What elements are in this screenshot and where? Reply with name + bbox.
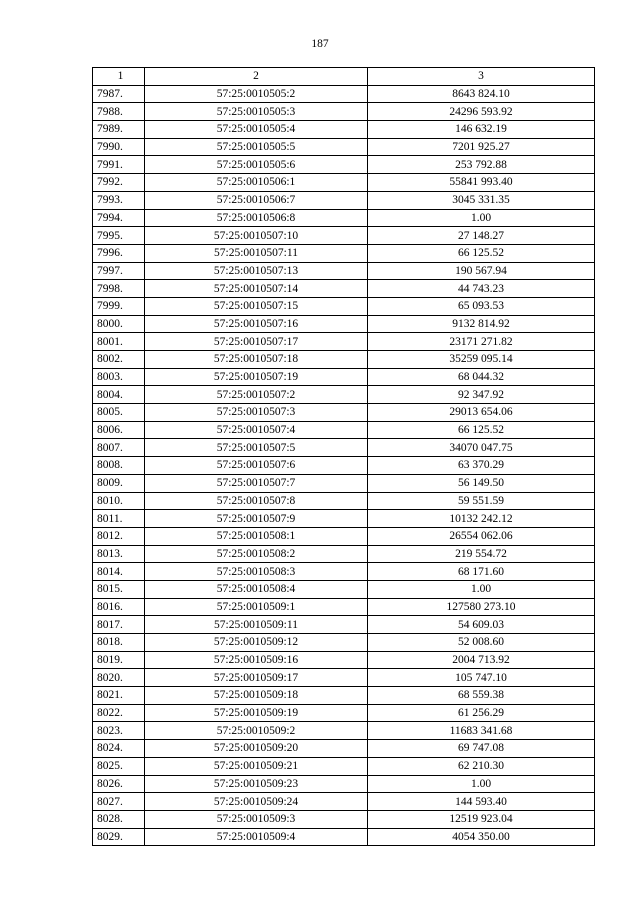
- table-row: [93, 386, 595, 404]
- cadastral-number-cell: 57:25:0010505:3: [145, 103, 368, 121]
- table-row: [93, 404, 595, 422]
- cadastral-number-cell: 57:25:0010507:14: [145, 280, 368, 298]
- row-index-cell: 7996.: [93, 244, 145, 262]
- table-row: [93, 722, 595, 740]
- value-cell: 1.00: [368, 580, 595, 598]
- column-header-value: 3: [368, 68, 595, 86]
- row-index-cell: 8018.: [93, 634, 145, 652]
- table-row: [93, 333, 595, 351]
- row-index-cell: 8011.: [93, 510, 145, 528]
- table-row: [93, 368, 595, 386]
- table-row: [93, 793, 595, 811]
- row-index-cell: 8015.: [93, 580, 145, 598]
- table-row: [93, 439, 595, 457]
- value-cell: 190 567.94: [368, 262, 595, 280]
- table-row: [93, 598, 595, 616]
- cadastral-number-cell: 57:25:0010507:16: [145, 315, 368, 333]
- value-cell: 7201 925.27: [368, 138, 595, 156]
- value-cell: 3045 331.35: [368, 191, 595, 209]
- table-row: [93, 580, 595, 598]
- row-index-cell: 8003.: [93, 368, 145, 386]
- value-cell: 4054 350.00: [368, 828, 595, 846]
- cadastral-number-cell: 57:25:0010507:10: [145, 227, 368, 245]
- cadastral-number-cell: 57:25:0010506:8: [145, 209, 368, 227]
- value-cell: 1.00: [368, 209, 595, 227]
- value-cell: 44 743.23: [368, 280, 595, 298]
- row-index-cell: 8009.: [93, 474, 145, 492]
- value-cell: 144 593.40: [368, 793, 595, 811]
- column-header-cadastral-number: 2: [145, 68, 368, 86]
- cadastral-number-cell: 57:25:0010507:8: [145, 492, 368, 510]
- table-row: [93, 545, 595, 563]
- row-index-cell: 7993.: [93, 191, 145, 209]
- row-index-cell: 8000.: [93, 315, 145, 333]
- value-cell: 59 551.59: [368, 492, 595, 510]
- value-cell: 61 256.29: [368, 704, 595, 722]
- row-index-cell: 8021.: [93, 687, 145, 705]
- table-row: [93, 103, 595, 121]
- row-index-cell: 8004.: [93, 386, 145, 404]
- row-index-cell: 7987.: [93, 85, 145, 103]
- value-cell: 29013 654.06: [368, 404, 595, 422]
- row-index-cell: 8016.: [93, 598, 145, 616]
- row-index-cell: 7992.: [93, 174, 145, 192]
- table-row: [93, 280, 595, 298]
- cadastral-number-cell: 57:25:0010505:5: [145, 138, 368, 156]
- cadastral-value-table: [92, 67, 595, 846]
- value-cell: 63 370.29: [368, 457, 595, 475]
- value-cell: 68 044.32: [368, 368, 595, 386]
- row-index-cell: 8025.: [93, 757, 145, 775]
- table-row: [93, 297, 595, 315]
- row-index-cell: 8023.: [93, 722, 145, 740]
- row-index-cell: 8014.: [93, 563, 145, 581]
- value-cell: 52 008.60: [368, 634, 595, 652]
- value-cell: 68 559.38: [368, 687, 595, 705]
- table-row: [93, 651, 595, 669]
- row-index-cell: 8002.: [93, 351, 145, 369]
- row-index-cell: 7990.: [93, 138, 145, 156]
- cadastral-number-cell: 57:25:0010509:3: [145, 810, 368, 828]
- table-row: [93, 687, 595, 705]
- table-row: [93, 209, 595, 227]
- cadastral-number-cell: 57:25:0010509:2: [145, 722, 368, 740]
- row-index-cell: 7995.: [93, 227, 145, 245]
- value-cell: 54 609.03: [368, 616, 595, 634]
- table-row: [93, 510, 595, 528]
- row-index-cell: 8017.: [93, 616, 145, 634]
- row-index-cell: 8005.: [93, 404, 145, 422]
- row-index-cell: 8024.: [93, 740, 145, 758]
- value-cell: 12519 923.04: [368, 810, 595, 828]
- value-cell: 26554 062.06: [368, 527, 595, 545]
- value-cell: 2004 713.92: [368, 651, 595, 669]
- row-index-cell: 8008.: [93, 457, 145, 475]
- table-row: [93, 85, 595, 103]
- cadastral-number-cell: 57:25:0010507:3: [145, 404, 368, 422]
- cadastral-number-cell: 57:25:0010509:20: [145, 740, 368, 758]
- value-cell: 11683 341.68: [368, 722, 595, 740]
- table-row: [93, 563, 595, 581]
- cadastral-number-cell: 57:25:0010509:24: [145, 793, 368, 811]
- cadastral-number-cell: 57:25:0010508:1: [145, 527, 368, 545]
- value-cell: 219 554.72: [368, 545, 595, 563]
- cadastral-number-cell: 57:25:0010507:17: [145, 333, 368, 351]
- value-cell: 127580 273.10: [368, 598, 595, 616]
- row-index-cell: 8022.: [93, 704, 145, 722]
- value-cell: 92 347.92: [368, 386, 595, 404]
- cadastral-number-cell: 57:25:0010506:7: [145, 191, 368, 209]
- row-index-cell: 7997.: [93, 262, 145, 280]
- cadastral-number-cell: 57:25:0010509:16: [145, 651, 368, 669]
- table-row: [93, 757, 595, 775]
- table-row: [93, 527, 595, 545]
- row-index-cell: 8026.: [93, 775, 145, 793]
- page-number: 187: [311, 38, 329, 50]
- table-row: [93, 775, 595, 793]
- table-row: [93, 351, 595, 369]
- value-cell: 1.00: [368, 775, 595, 793]
- table-row: [93, 704, 595, 722]
- cadastral-number-cell: 57:25:0010507:11: [145, 244, 368, 262]
- cadastral-number-cell: 57:25:0010509:1: [145, 598, 368, 616]
- row-index-cell: 7988.: [93, 103, 145, 121]
- cadastral-number-cell: 57:25:0010509:23: [145, 775, 368, 793]
- table-body: [93, 85, 595, 846]
- value-cell: 8643 824.10: [368, 85, 595, 103]
- cadastral-number-cell: 57:25:0010509:19: [145, 704, 368, 722]
- row-index-cell: 8006.: [93, 421, 145, 439]
- table-row: [93, 138, 595, 156]
- table-row: [93, 421, 595, 439]
- table-row: [93, 669, 595, 687]
- table-row: [93, 191, 595, 209]
- row-index-cell: 7999.: [93, 297, 145, 315]
- table-row: [93, 121, 595, 139]
- cadastral-number-cell: 57:25:0010509:4: [145, 828, 368, 846]
- table-row: [93, 244, 595, 262]
- cadastral-number-cell: 57:25:0010509:18: [145, 687, 368, 705]
- table-row: [93, 227, 595, 245]
- table-row: [93, 634, 595, 652]
- table-row: [93, 740, 595, 758]
- value-cell: 253 792.88: [368, 156, 595, 174]
- row-index-cell: 8010.: [93, 492, 145, 510]
- value-cell: 56 149.50: [368, 474, 595, 492]
- cadastral-number-cell: 57:25:0010507:7: [145, 474, 368, 492]
- value-cell: 62 210.30: [368, 757, 595, 775]
- value-cell: 23171 271.82: [368, 333, 595, 351]
- value-cell: 65 093.53: [368, 297, 595, 315]
- row-index-cell: 7991.: [93, 156, 145, 174]
- value-cell: 27 148.27: [368, 227, 595, 245]
- cadastral-number-cell: 57:25:0010507:4: [145, 421, 368, 439]
- column-header-index: 1: [93, 68, 145, 86]
- cadastral-number-cell: 57:25:0010507:6: [145, 457, 368, 475]
- table-row: [93, 810, 595, 828]
- table-row: [93, 474, 595, 492]
- table-header-row: [93, 68, 595, 86]
- cadastral-number-cell: 57:25:0010507:18: [145, 351, 368, 369]
- table-row: [93, 262, 595, 280]
- table-row: [93, 457, 595, 475]
- cadastral-number-cell: 57:25:0010505:6: [145, 156, 368, 174]
- cadastral-number-cell: 57:25:0010509:21: [145, 757, 368, 775]
- value-cell: 55841 993.40: [368, 174, 595, 192]
- row-index-cell: 8028.: [93, 810, 145, 828]
- row-index-cell: 8020.: [93, 669, 145, 687]
- table-row: [93, 174, 595, 192]
- value-cell: 10132 242.12: [368, 510, 595, 528]
- row-index-cell: 7994.: [93, 209, 145, 227]
- row-index-cell: 8007.: [93, 439, 145, 457]
- cadastral-number-cell: 57:25:0010509:17: [145, 669, 368, 687]
- value-cell: 9132 814.92: [368, 315, 595, 333]
- cadastral-number-cell: 57:25:0010507:2: [145, 386, 368, 404]
- cadastral-number-cell: 57:25:0010509:12: [145, 634, 368, 652]
- value-cell: 66 125.52: [368, 244, 595, 262]
- row-index-cell: 7989.: [93, 121, 145, 139]
- cadastral-number-cell: 57:25:0010508:3: [145, 563, 368, 581]
- table-row: [93, 616, 595, 634]
- value-cell: 66 125.52: [368, 421, 595, 439]
- table-row: [93, 492, 595, 510]
- value-cell: 34070 047.75: [368, 439, 595, 457]
- row-index-cell: 8013.: [93, 545, 145, 563]
- cadastral-number-cell: 57:25:0010509:11: [145, 616, 368, 634]
- table-row: [93, 156, 595, 174]
- cadastral-number-cell: 57:25:0010506:1: [145, 174, 368, 192]
- row-index-cell: 8027.: [93, 793, 145, 811]
- table-row: [93, 315, 595, 333]
- value-cell: 146 632.19: [368, 121, 595, 139]
- row-index-cell: 8001.: [93, 333, 145, 351]
- row-index-cell: 8012.: [93, 527, 145, 545]
- cadastral-number-cell: 57:25:0010507:15: [145, 297, 368, 315]
- cadastral-number-cell: 57:25:0010507:13: [145, 262, 368, 280]
- value-cell: 24296 593.92: [368, 103, 595, 121]
- row-index-cell: 8029.: [93, 828, 145, 846]
- row-index-cell: 7998.: [93, 280, 145, 298]
- value-cell: 105 747.10: [368, 669, 595, 687]
- table-row: [93, 828, 595, 846]
- cadastral-number-cell: 57:25:0010508:4: [145, 580, 368, 598]
- cadastral-number-cell: 57:25:0010507:19: [145, 368, 368, 386]
- row-index-cell: 8019.: [93, 651, 145, 669]
- cadastral-number-cell: 57:25:0010505:2: [145, 85, 368, 103]
- cadastral-number-cell: 57:25:0010505:4: [145, 121, 368, 139]
- value-cell: 35259 095.14: [368, 351, 595, 369]
- value-cell: 69 747.08: [368, 740, 595, 758]
- cadastral-number-cell: 57:25:0010508:2: [145, 545, 368, 563]
- cadastral-number-cell: 57:25:0010507:9: [145, 510, 368, 528]
- value-cell: 68 171.60: [368, 563, 595, 581]
- cadastral-number-cell: 57:25:0010507:5: [145, 439, 368, 457]
